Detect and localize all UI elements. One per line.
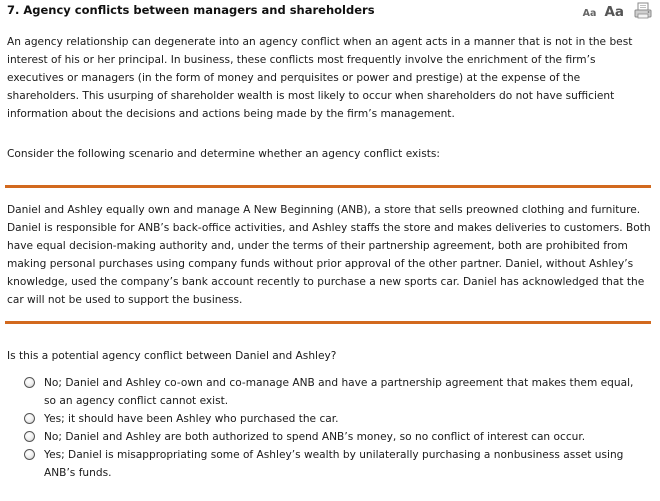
instruction-text: Consider the following scenario and determine whether an agency conflict exists: xyxy=(7,148,440,160)
radio-button[interactable] xyxy=(24,449,35,460)
answer-option-label: No; Daniel and Ashley are both authorized to spend ANB’s money, so no conflict of interest can occur. xyxy=(44,431,586,443)
radio-button[interactable] xyxy=(24,413,35,424)
answer-option-label: Yes; it should have been Ashley who purchased the car. xyxy=(44,413,339,425)
toolbar xyxy=(583,2,652,20)
radio-button[interactable] xyxy=(24,377,35,388)
scenario-top-divider xyxy=(5,185,651,188)
answer-option-label: No; Daniel and Ashley co-own and co-manage ANB and have a partnership agreement that makes them equal, so an agency conflict cannot exist. xyxy=(44,377,634,407)
answer-option[interactable] xyxy=(24,428,648,446)
answer-options xyxy=(24,374,648,482)
answer-option[interactable] xyxy=(24,446,648,482)
answer-option[interactable] xyxy=(24,374,648,410)
increase-font-button[interactable]: Aa xyxy=(604,4,624,20)
scenario-text: Daniel and Ashley equally own and manage A New Beginning (ANB), a store that sells preowned clothing and furniture. Daniel is responsible for ANB’s back-office activities, and Ashley staffs the store and makes deliveries to customers. Both have equal decision-making authority and, under the terms of their partnership agreement, both are prohibited from making personal purchases using company funds without prior approval of the other partner. Daniel, without Ashley’s knowledge, used the company’s bank account recently to purchase a new sports car. Daniel has acknowledged that the car will not be used to support the business. xyxy=(7,204,651,306)
answer-option[interactable] xyxy=(24,410,648,428)
question-title: 7. Agency conflicts between managers and shareholders xyxy=(7,3,375,17)
question-header xyxy=(7,2,652,20)
print-icon[interactable] xyxy=(634,2,652,20)
decrease-font-button[interactable]: Aa xyxy=(582,8,597,19)
scenario-bottom-divider xyxy=(5,321,651,324)
answer-option-label: Yes; Daniel is misappropriating some of Ashley’s wealth by unilaterally purchasing a nonbusiness asset using ANB’s funds. xyxy=(44,449,624,479)
intro-paragraph: An agency relationship can degenerate into an agency conflict when an agent acts in a manner that is not in the best interest of his or her principal. In business, these conflicts most frequently involve the enrichment of the firm’s executives or managers (in the form of money and perquisites or power and prestige) at the expense of the shareholders. This usurping of shareholder wealth is most likely to occur when shareholders do not have sufficient information about the decisions and actions being made by the firm’s management. xyxy=(7,36,633,120)
radio-button[interactable] xyxy=(24,431,35,442)
question-prompt: Is this a potential agency conflict between Daniel and Ashley? xyxy=(7,350,337,362)
